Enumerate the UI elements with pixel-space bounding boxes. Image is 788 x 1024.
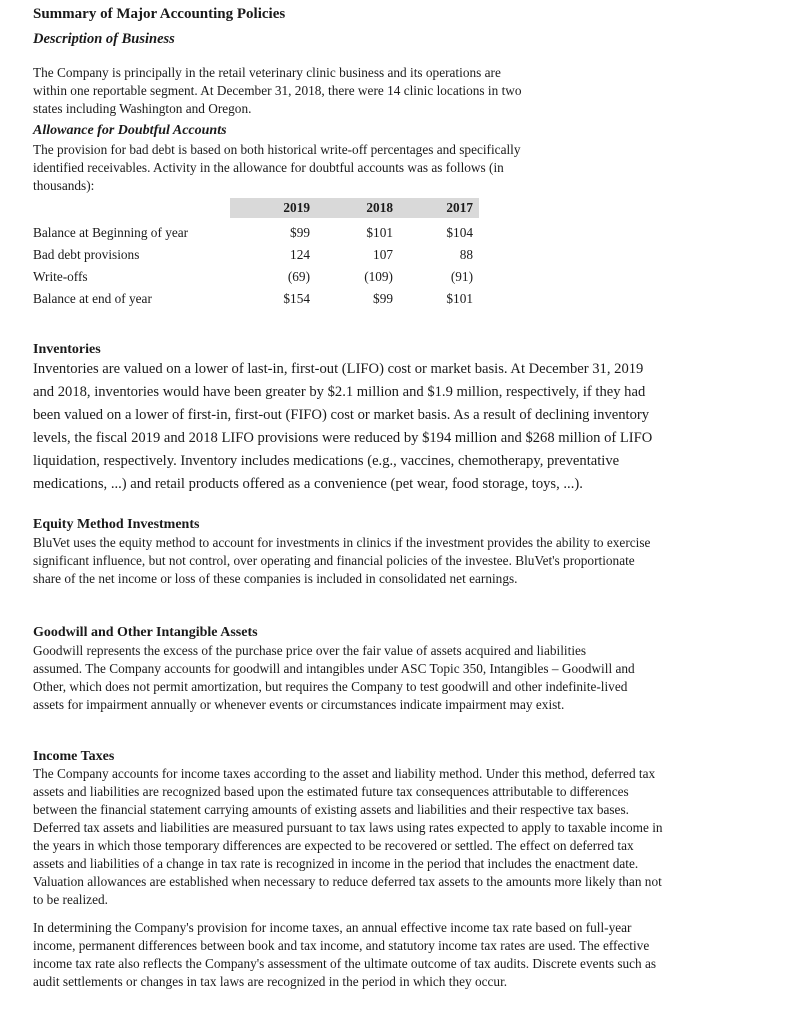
cell-value: $99 <box>290 225 310 240</box>
text-line: assumed. The Company accounts for goodwill and intangibles under ASC Topic 350, Intangibles – Goodwill and <box>33 661 635 676</box>
description-paragraph <box>33 64 522 118</box>
text-line: Goodwill represents the excess of the purchase price over the fair value of assets acquired and liabilities <box>33 643 587 658</box>
income-taxes-heading: Income Taxes <box>33 749 115 764</box>
text-line: The Company accounts for income taxes according to the asset and liability method. Under this method, deferred tax <box>33 766 656 781</box>
cell-value: $99 <box>373 291 393 306</box>
row-label: Write-offs <box>33 269 88 284</box>
cell-value: $101 <box>366 225 393 240</box>
text-line: Other, which does not permit amortization, but requires the Company to test goodwill and other indefinite-lived <box>33 679 628 694</box>
equity-heading: Equity Method Investments <box>33 517 200 532</box>
cell-value: $101 <box>446 291 473 306</box>
table-row <box>33 218 479 244</box>
text-line: the years in which those temporary differences are expected to be recovered or settled. The effect on deferred tax <box>33 838 634 853</box>
table-row <box>33 266 479 288</box>
allowance-heading: Allowance for Doubtful Accounts <box>33 123 227 138</box>
text-line: assets and liabilities of a change in tax rate is recognized in income in the period that includes the enactment date. <box>33 856 639 871</box>
text-line: The Company is principally in the retail veterinary clinic business and its operations are <box>33 65 501 80</box>
text-line: share of the net income or loss of these companies is included in consolidated net earnings. <box>33 571 518 586</box>
allowance-table <box>33 198 479 310</box>
page-title: Summary of Major Accounting Policies <box>33 6 286 22</box>
text-line: Valuation allowances are established when necessary to reduce deferred tax assets to the amounts more likely than not <box>33 874 662 889</box>
text-line: significant influence, but not control, over operating and financial policies of the investee. BluVet's proportionate <box>33 553 635 568</box>
equity-paragraph <box>33 534 650 588</box>
text-line: between the financial statement carrying amounts of existing assets and liabilities and their respective tax bases. <box>33 802 629 817</box>
text-line: income, permanent differences between book and tax income, and statutory income tax rates are used. The effective <box>33 938 650 953</box>
text-line: to be realized. <box>33 892 108 907</box>
year-header: 2019 <box>230 198 310 218</box>
income-taxes-paragraph <box>33 765 663 909</box>
text-line: Inventories are valued on a lower of last-in, first-out (LIFO) cost or market basis. At December 31, 2019 <box>33 361 644 377</box>
goodwill-paragraph <box>33 642 635 714</box>
cell-value: $104 <box>446 225 473 240</box>
text-line: thousands): <box>33 178 95 193</box>
cell-value: 107 <box>373 247 393 262</box>
year-header: 2017 <box>393 198 473 218</box>
table-row <box>33 244 479 266</box>
cell-value: (69) <box>287 269 310 284</box>
text-line: levels, the fiscal 2019 and 2018 LIFO provisions were reduced by $194 million and $268 million of LIFO <box>33 430 653 446</box>
text-line: audit settlements or changes in tax laws are recognized in the period in which they occur. <box>33 974 508 989</box>
text-line: and 2018, inventories would have been greater by $2.1 million and $1.9 million, respectively, if they had <box>33 384 646 400</box>
inventories-heading: Inventories <box>33 342 101 357</box>
description-heading: Description of Business <box>33 31 175 47</box>
goodwill-heading: Goodwill and Other Intangible Assets <box>33 625 258 640</box>
text-line: BluVet uses the equity method to account for investments in clinics if the investment provides the ability to exercise <box>33 535 651 550</box>
text-line: assets and liabilities are recognized based upon the estimated future tax consequences attributable to differences <box>33 784 629 799</box>
inventories-paragraph <box>33 358 652 496</box>
text-line: within one reportable segment. At December 31, 2018, there were 14 clinic locations in two <box>33 83 522 98</box>
table-header-row <box>33 198 479 218</box>
text-line: been valued on a lower of first-in, first-out (FIFO) cost or market basis. As a result of declining inventory <box>33 407 650 423</box>
cell-value: (109) <box>364 269 393 284</box>
income-taxes-paragraph-2 <box>33 919 656 991</box>
text-line: liquidation, respectively. Inventory includes medications (e.g., vaccines, chemotherapy, preventative <box>33 453 620 469</box>
row-label: Bad debt provisions <box>33 247 140 262</box>
text-line: states including Washington and Oregon. <box>33 101 252 116</box>
text-line: identified receivables. Activity in the allowance for doubtful accounts was as follows (in <box>33 160 504 175</box>
year-header: 2018 <box>310 198 393 218</box>
cell-value: 124 <box>290 247 310 262</box>
cell-value: (91) <box>450 269 473 284</box>
allowance-paragraph <box>33 141 521 195</box>
text-line: income tax rate also reflects the Company's assessment of the ultimate outcome of tax audits. Discrete events such as <box>33 956 657 971</box>
row-label: Balance at Beginning of year <box>33 225 189 240</box>
row-label: Balance at end of year <box>33 291 152 306</box>
text-line: Deferred tax assets and liabilities are measured pursuant to tax laws using rates expected to apply to taxable income in <box>33 820 663 835</box>
text-line: assets for impairment annually or whenever events or circumstances indicate impairment may exist. <box>33 697 565 712</box>
text-line: The provision for bad debt is based on both historical write-off percentages and specifically <box>33 142 521 157</box>
cell-value: $154 <box>283 291 310 306</box>
cell-value: 88 <box>459 247 473 262</box>
text-line: In determining the Company's provision for income taxes, an annual effective income tax rate based on full-year <box>33 920 632 935</box>
table-row <box>33 288 479 310</box>
text-line: medications, ...) and retail products offered as a convenience (pet wear, food storage, toys, ...). <box>33 476 583 492</box>
